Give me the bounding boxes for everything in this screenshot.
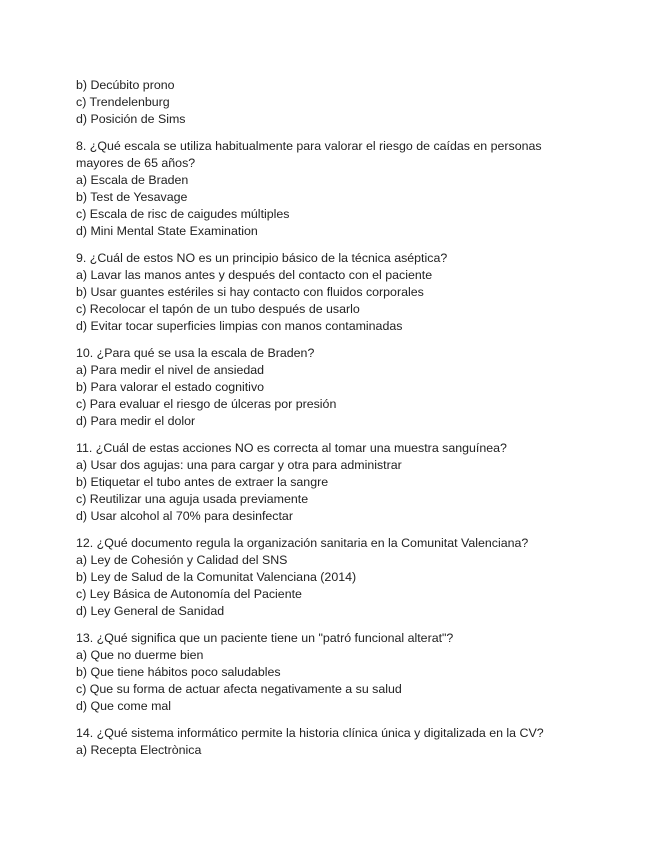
option: d) Que come mal	[76, 699, 172, 713]
question-8	[76, 138, 576, 240]
question-11	[76, 440, 576, 525]
option: d) Evitar tocar superficies limpias con manos contaminadas	[76, 319, 403, 333]
option: c) Trendelenburg	[76, 95, 170, 109]
option: c) Recolocar el tapón de un tubo después de usarlo	[76, 302, 360, 316]
option: a) Escala de Braden	[76, 173, 189, 187]
document-page	[76, 77, 576, 759]
question-13	[76, 630, 576, 715]
option: b) Test de Yesavage	[76, 190, 188, 204]
option: b) Ley de Salud de la Comunitat Valenciana (2014)	[76, 570, 357, 584]
option: c) Reutilizar una aguja usada previamente	[76, 492, 309, 506]
question-9	[76, 250, 576, 335]
option: d) Usar alcohol al 70% para desinfectar	[76, 509, 293, 523]
question-text: 14. ¿Qué sistema informático permite la historia clínica única y digitalizada en la CV?	[76, 726, 544, 740]
option: d) Mini Mental State Examination	[76, 224, 258, 238]
question-text: 11. ¿Cuál de estas acciones NO es correcta al tomar una muestra sanguínea?	[76, 441, 507, 455]
option: a) Que no duerme bien	[76, 648, 204, 662]
option: b) Etiquetar el tubo antes de extraer la sangre	[76, 475, 329, 489]
option: c) Que su forma de actuar afecta negativamente a su salud	[76, 682, 402, 696]
option: c) Ley Básica de Autonomía del Paciente	[76, 587, 302, 601]
option: a) Recepta Electrònica	[76, 743, 202, 757]
option: d) Ley General de Sanidad	[76, 604, 225, 618]
option: c) Escala de risc de caigudes múltiples	[76, 207, 290, 221]
option: c) Para evaluar el riesgo de úlceras por presión	[76, 397, 337, 411]
option: a) Lavar las manos antes y después del contacto con el paciente	[76, 268, 433, 282]
option: a) Usar dos agujas: una para cargar y otra para administrar	[76, 458, 402, 472]
question-text: 9. ¿Cuál de estos NO es un principio básico de la técnica aséptica?	[76, 251, 448, 265]
continuation-options	[76, 77, 576, 128]
option: b) Que tiene hábitos poco saludables	[76, 665, 281, 679]
question-14	[76, 725, 576, 759]
question-text: 8. ¿Qué escala se utiliza habitualmente para valorar el riesgo de caídas en personas mayores de 65 años?	[76, 139, 542, 170]
option: a) Ley de Cohesión y Calidad del SNS	[76, 553, 288, 567]
question-10	[76, 345, 576, 430]
question-12	[76, 535, 576, 620]
option: d) Para medir el dolor	[76, 414, 196, 428]
option: d) Posición de Sims	[76, 112, 186, 126]
question-text: 10. ¿Para qué se usa la escala de Braden?	[76, 346, 315, 360]
option: b) Usar guantes estériles si hay contacto con fluidos corporales	[76, 285, 424, 299]
option: a) Para medir el nivel de ansiedad	[76, 363, 265, 377]
option: b) Para valorar el estado cognitivo	[76, 380, 265, 394]
option: b) Decúbito prono	[76, 78, 175, 92]
question-text: 12. ¿Qué documento regula la organización sanitaria en la Comunitat Valenciana?	[76, 536, 529, 550]
question-text: 13. ¿Qué significa que un paciente tiene un "patró funcional alterat"?	[76, 631, 454, 645]
